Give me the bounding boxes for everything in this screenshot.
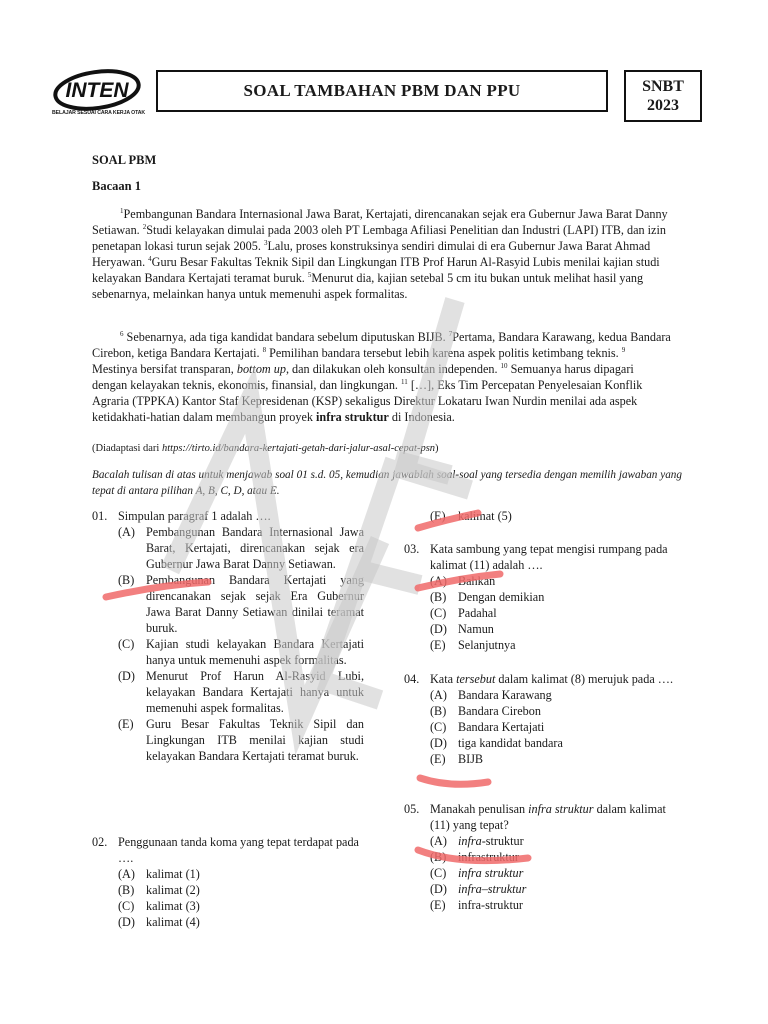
source-citation: (Diadaptasi dari https://tirto.id/bandara-kertajati-getah-dari-jalur-asal-cepat-psn) <box>92 443 439 454</box>
question-01 <box>92 508 364 764</box>
sentence: Mestinya bersifat transparan, <box>92 362 237 376</box>
reading-paragraph-1 <box>92 206 672 302</box>
italic-term: tersebut <box>456 672 496 686</box>
italic-term: infra struktur <box>528 802 594 816</box>
sentence-number: 10 <box>500 362 508 370</box>
option-d[interactable]: (D) Menurut Prof Harun Al-Rasyid Lubi, kelayakan Bandara Kertajati hanya untuk memenuhi aspek formalitas. <box>118 669 364 715</box>
option-a[interactable]: (A) Bandara Karawang <box>430 688 552 702</box>
question-text: Kata tersebut dalam kalimat (8) merujuk pada …. <box>430 672 674 686</box>
option-d[interactable]: (D) tiga kandidat bandara <box>430 736 563 750</box>
section-title: SOAL PBM <box>92 153 157 167</box>
logo-tagline: BELAJAR SESUAI CARA KERJA OTAK <box>52 110 146 116</box>
question-text: Simpulan paragraf 1 adalah …. <box>118 509 271 523</box>
option-a[interactable]: (A) Bahkan <box>430 574 496 588</box>
sentence: Pemilihan bandara tersebut lebih karena aspek politis ketimbang teknis. <box>269 346 622 360</box>
question-number: 02. <box>92 835 108 849</box>
document-title-box <box>156 70 608 112</box>
sentence-number: 11 <box>401 378 408 386</box>
option-d[interactable]: (D) infra–struktur <box>430 882 527 896</box>
sentence-number: 4 <box>148 255 152 263</box>
logo-wordmark: INTEN <box>65 79 129 102</box>
sentence-number: 8 <box>262 346 267 354</box>
question-05 <box>404 801 684 913</box>
bold-term: infra struktur <box>316 410 389 424</box>
question-04 <box>404 671 684 767</box>
highlight-q4e <box>420 778 488 784</box>
option-c[interactable]: (C) Padahal <box>430 606 497 620</box>
question-number: 03. <box>404 542 420 556</box>
sentence-number: 9 <box>621 346 626 354</box>
italic-term: bottom up <box>236 362 286 376</box>
sentence: di Indonesia. <box>388 410 455 424</box>
sentence: Guru Besar Fakultas Teknik Sipil dan Lingkungan ITB Prof Harun Al-Rasyid Lubis menilai kajian studi kelayakan Bandara Kertajati teramat buruk. <box>92 255 660 285</box>
option-b[interactable]: (B) Pembangunan Bandara Kertajati yang direncanakan sejak sejak Era Gubernur Jawa Barat Danny Setiawan dinilai teramat buruk. <box>118 573 364 635</box>
option-e[interactable]: (E) infra-struktur <box>430 898 523 912</box>
option-b[interactable]: (B) Bandara Cirebon <box>430 704 541 718</box>
reading-paragraph-2 <box>92 329 672 425</box>
sentence: […], Eks Tim Percepatan Penyelesaian Konflik Agraria (TPPKA) Kantor Staf Kepresidenan (KSP) sekaligus Direktur Lokataru Iwan Nurdin menilai ada aspek ketidakhati-hatian dalam membangun proyek <box>92 378 643 424</box>
sentence: Lalu, proses konstruksinya sendiri dimulai di era Gubernur Jawa Barat Ahmad Heryawan. <box>92 239 651 269</box>
option-a[interactable]: (A) kalimat (1) <box>118 867 200 881</box>
sentence-number: 7 <box>448 330 453 338</box>
option-d[interactable]: (D) kalimat (4) <box>118 915 200 929</box>
option-e[interactable]: (E) BIJB <box>430 752 484 766</box>
exam-name: SNBT <box>642 78 684 95</box>
sentence: Studi kelayakan dimulai pada 2003 oleh PT Lembaga Afiliasi Penelitian dan Industri (LAPI) ITB, dan izin penetapan lokasi turun sejak 2005. <box>92 223 666 253</box>
sentence-number: 1 <box>120 207 124 215</box>
option-a[interactable]: (A) infra-struktur <box>430 834 524 848</box>
sentence-number: 5 <box>307 271 312 279</box>
option-b[interactable]: (B) Dengan demikian <box>430 590 545 604</box>
question-number: 01. <box>92 509 108 523</box>
sentence-number: 6 <box>120 330 124 338</box>
question-text: Kata sambung yang tepat mengisi rumpang pada kalimat (11) adalah …. <box>430 542 668 572</box>
option-e[interactable]: (E) Guru Besar Fakultas Teknik Sipil dan Lingkungan ITB menilai kajian studi kelayakan Bandara Kertajati teramat buruk. <box>118 717 364 763</box>
question-text: Penggunaan tanda koma yang tepat terdapat pada …. <box>118 835 359 865</box>
sentence-number: 2 <box>142 223 147 231</box>
option-d[interactable]: (D) Namun <box>430 622 494 636</box>
sentence-number: 3 <box>263 239 268 247</box>
option-c[interactable]: (C) Kajian studi kelayakan Bandara Kertajati hanya untuk memenuhi aspek formalitas. <box>118 637 364 667</box>
sentence: , dan dilakukan oleh konsultan independen. <box>285 362 501 376</box>
document-title: SOAL TAMBAHAN PBM DAN PPU <box>243 81 521 100</box>
exam-year: 2023 <box>647 97 679 114</box>
instruction: Bacalah tulisan di atas untuk menjawab soal 01 s.d. 05, kemudian jawablah soal-soal yang tersedia dengan memilih jawaban yang tepat di antara pilihan A, B, C, D, atau E. <box>92 469 682 497</box>
option-b[interactable]: (B) kalimat (2) <box>118 883 200 897</box>
source-url: https://tirto.id/bandara-kertajati-getah-dari-jalur-asal-cepat-psn <box>161 443 436 454</box>
option-e[interactable]: (E) Selanjutnya <box>430 638 516 652</box>
reading-title: Bacaan 1 <box>92 179 141 193</box>
option-a[interactable]: (A) Pembangunan Bandara Internasional Jawa Barat, Kertajati, direncanakan sejak era Gubernur Jawa Barat Danny Setiawan. <box>118 525 364 571</box>
option-c[interactable]: (C) Bandara Kertajati <box>430 720 545 734</box>
sentence: Pembangunan Bandara Internasional Jawa Barat, Kertajati, direncanakan sejak era Gubernur Jawa Barat Danny Setiawan. <box>92 207 668 237</box>
sentence: Sebenarnya, ada tiga kandidat bandara sebelum diputuskan BIJB. <box>126 330 449 344</box>
question-02-continued <box>404 508 684 524</box>
exam-badge <box>624 70 702 122</box>
question-number: 05. <box>404 802 420 816</box>
option-c[interactable]: (C) infra struktur <box>430 866 524 880</box>
question-text: Manakah penulisan infra struktur dalam kalimat (11) yang tepat? <box>430 802 666 832</box>
question-02 <box>92 834 364 930</box>
sentence: Pertama, Bandara Karawang, kedua Bandara Cirebon, ketiga Bandara Kertajati. <box>92 330 671 360</box>
sentence: Semuanya harus dipagari dengan kelayakan teknis, ekonomis, finansial, dan lingkungan. <box>92 362 634 392</box>
question-03 <box>404 541 684 653</box>
option-e[interactable]: (E) kalimat (5) <box>430 509 512 523</box>
option-b[interactable]: (B) infrastruktur <box>430 850 519 864</box>
option-c[interactable]: (C) kalimat (3) <box>118 899 200 913</box>
question-number: 04. <box>404 672 420 686</box>
sentence: Menurut dia, kajian setebal 5 cm itu bukan untuk melihat hasil yang sebenarnya, melainkan hanya untuk memenuhi aspek formalitas. <box>92 271 644 301</box>
